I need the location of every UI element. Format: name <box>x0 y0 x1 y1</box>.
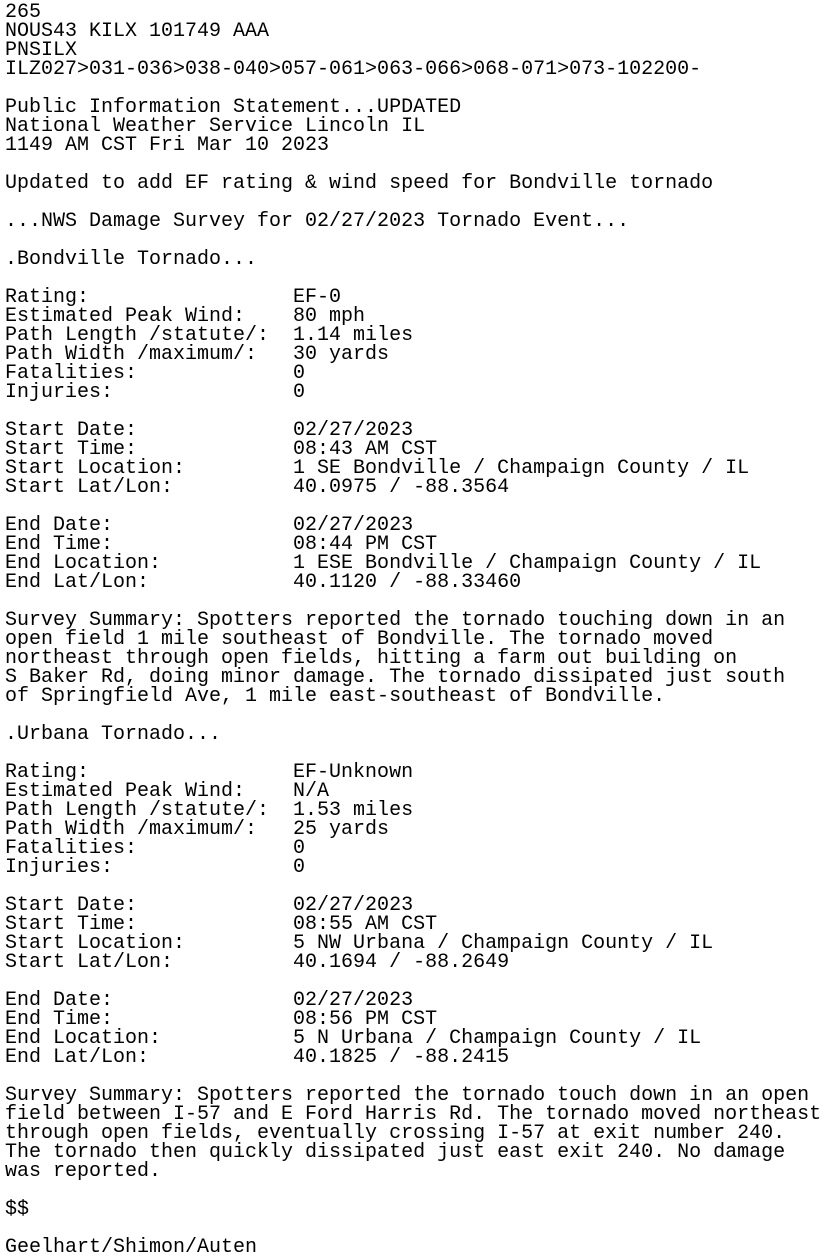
start-time-line: Start Time: 08:55 AM CST <box>5 913 438 936</box>
survey-summary-line: The tornado then quickly dissipated just east exit 240. No damage <box>5 1141 786 1164</box>
end-latlon-line: End Lat/Lon: 40.1825 / -88.2415 <box>5 1046 510 1069</box>
forecaster-signature: Geelhart/Shimon/Auten <box>5 1236 258 1259</box>
end-time-line: End Time: 08:44 PM CST <box>5 533 438 556</box>
end-of-product-marker: $$ <box>5 1198 30 1221</box>
peak-wind-line: Estimated Peak Wind: 80 mph <box>5 305 366 328</box>
survey-summary-line: S Baker Rd, doing minor damage. The tornado dissipated just south <box>5 666 786 689</box>
survey-summary-line: was reported. <box>5 1160 162 1183</box>
end-date-line: End Date: 02/27/2023 <box>5 989 414 1012</box>
path-width-line: Path Width /maximum/: 30 yards <box>5 343 390 366</box>
tornado-heading: .Urbana Tornado... <box>5 723 222 746</box>
end-location-line: End Location: 1 ESE Bondville / Champaign County / IL <box>5 552 762 575</box>
tornado-heading: .Bondville Tornado... <box>5 248 258 271</box>
start-date-line: Start Date: 02/27/2023 <box>5 894 414 917</box>
survey-summary-line: through open fields, eventually crossing I-57 at exit number 240. <box>5 1122 786 1145</box>
rating-line: Rating: EF-0 <box>5 286 342 309</box>
survey-summary-line: northeast through open fields, hitting a farm out building on <box>5 647 738 670</box>
header-line: PNSILX <box>5 39 78 62</box>
survey-summary-line: open field 1 mile southeast of Bondville. The tornado moved <box>5 628 714 651</box>
fatalities-line: Fatalities: 0 <box>5 837 306 860</box>
start-location-line: Start Location: 5 NW Urbana / Champaign County / IL <box>5 932 714 955</box>
blank-line <box>5 1181 824 1200</box>
event-heading: ...NWS Damage Survey for 02/27/2023 Tornado Event... <box>5 210 630 233</box>
survey-summary-line: Survey Summary: Spotters reported the tornado touch down in an open <box>5 1084 810 1107</box>
rating-line: Rating: EF-Unknown <box>5 761 414 784</box>
end-date-line: End Date: 02/27/2023 <box>5 514 414 537</box>
start-time-line: Start Time: 08:43 AM CST <box>5 438 438 461</box>
fatalities-line: Fatalities: 0 <box>5 362 306 385</box>
update-note: Updated to add EF rating & wind speed for Bondville tornado <box>5 172 714 195</box>
header-line: ILZ027>031-036>038-040>057-061>063-066>068-071>073-102200- <box>5 58 702 81</box>
end-location-line: End Location: 5 N Urbana / Champaign County / IL <box>5 1027 702 1050</box>
path-length-line: Path Length /statute/: 1.14 miles <box>5 324 414 347</box>
end-latlon-line: End Lat/Lon: 40.1120 / -88.33460 <box>5 571 522 594</box>
survey-summary-line: Survey Summary: Spotters reported the tornado touching down in an <box>5 609 786 632</box>
start-location-line: Start Location: 1 SE Bondville / Champaign County / IL <box>5 457 750 480</box>
header-line: NOUS43 KILX 101749 AAA <box>5 20 270 43</box>
injuries-line: Injuries: 0 <box>5 381 306 404</box>
survey-summary-line: field between I-57 and E Ford Harris Rd. The tornado moved northeast <box>5 1103 822 1126</box>
start-date-line: Start Date: 02/27/2023 <box>5 419 414 442</box>
peak-wind-line: Estimated Peak Wind: N/A <box>5 780 330 803</box>
injuries-line: Injuries: 0 <box>5 856 306 879</box>
statement-title: Public Information Statement...UPDATED <box>5 96 462 119</box>
survey-summary-line: of Springfield Ave, 1 mile east-southeast of Bondville. <box>5 685 666 708</box>
path-width-line: Path Width /maximum/: 25 yards <box>5 818 390 841</box>
issuing-office: National Weather Service Lincoln IL <box>5 115 426 138</box>
path-length-line: Path Length /statute/: 1.53 miles <box>5 799 414 822</box>
start-latlon-line: Start Lat/Lon: 40.0975 / -88.3564 <box>5 476 510 499</box>
issue-time: 1149 AM CST Fri Mar 10 2023 <box>5 134 330 157</box>
end-time-line: End Time: 08:56 PM CST <box>5 1008 438 1031</box>
header-line: 265 <box>5 1 42 24</box>
start-latlon-line: Start Lat/Lon: 40.1694 / -88.2649 <box>5 951 510 974</box>
